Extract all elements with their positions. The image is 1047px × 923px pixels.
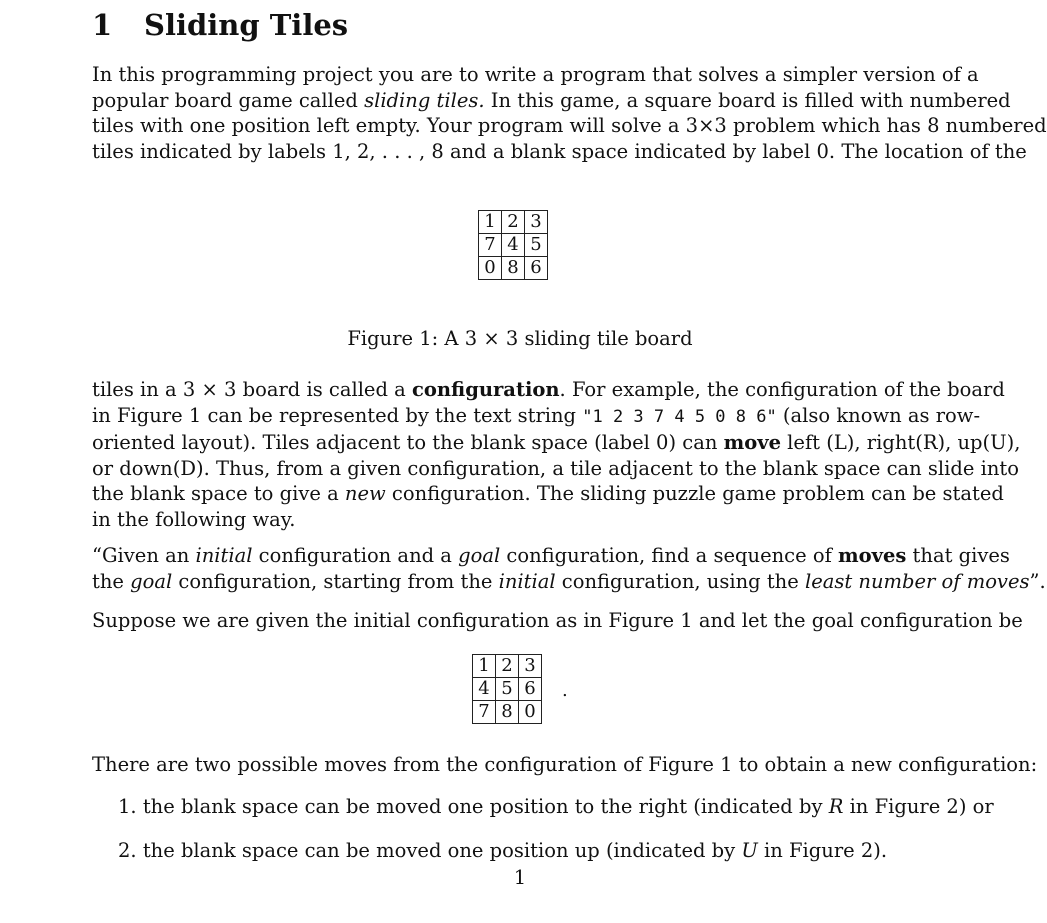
intro-line: tiles with one position left empty. Your program will solve a 3×3 problem which has 8 numbered [92,114,1047,137]
suppose-paragraph [92,608,1023,634]
goal-board-period: . [562,680,568,701]
tile: 6 [519,678,542,701]
tile: 6 [525,257,548,280]
tile: 3 [519,655,542,678]
figure1-caption: Figure 1: A 3 × 3 sliding tile board [347,327,693,350]
tile: 4 [473,678,496,701]
config-line: in the following way. [92,507,296,531]
tile: 5 [525,234,548,257]
tile: 3 [525,211,548,234]
list-item: 1. the blank space can be moved one position to the right (indicated by R in Figure 2) or [118,795,994,818]
tile: 5 [496,678,519,701]
tile: 2 [502,211,525,234]
section-title: Sliding Tiles [144,8,349,42]
tile: 2 [496,655,519,678]
config-line: or down(D). Thus, from a given configuration, a tile adjacent to the blank space can slide into [92,456,1020,480]
intro-line: In this programming project you are to write a program that solves a simpler version of a [92,63,979,86]
section-heading [92,8,348,42]
page-number: 1 [513,866,527,889]
config-line: the blank space to give a new configuration. The sliding puzzle game problem can be stated [92,482,1004,505]
config-line: oriented layout). Tiles adjacent to the blank space (label 0) can move left (L), right(R), up(U), [92,431,1021,454]
intro-line: popular board game called sliding tiles. In this game, a square board is filled with numbered [92,88,1011,112]
intro-paragraph [92,62,1047,164]
tile: 0 [519,701,542,724]
quote-paragraph [92,543,1046,594]
tile: 1 [479,211,502,234]
section-number: 1 [92,8,113,42]
configuration-paragraph [92,377,1021,532]
list-item: 2. the blank space can be moved one position up (indicated by U in Figure 2). [118,839,888,862]
two-moves-line: There are two possible moves from the configuration of Figure 1 to obtain a new configuration: [92,753,1038,776]
tile: 7 [479,234,502,257]
intro-line: tiles indicated by labels 1, 2, . . . , 8 and a blank space indicated by label 0. The location of the [92,139,1027,163]
tile: 4 [502,234,525,257]
tile: 7 [473,701,496,724]
goal-board [472,654,542,724]
config-line: tiles in a 3 × 3 board is called a configuration. For example, the configuration of the board [92,378,1005,401]
suppose-line: Suppose we are given the initial configuration as in Figure 1 and let the goal configuration be [92,609,1023,632]
figure1-board [478,210,548,280]
tile: 8 [496,701,519,724]
quote-line: the goal configuration, starting from the initial configuration, using the least number of moves”. [92,569,1046,593]
tile: 1 [473,655,496,678]
tile: 0 [479,257,502,280]
two-moves-paragraph [92,752,1038,778]
config-line: in Figure 1 can be represented by the text string "1 2 3 7 4 5 0 8 6" (also known as row- [92,403,981,427]
tile: 8 [502,257,525,280]
quote-line: “Given an initial configuration and a goal configuration, find a sequence of moves that gives [92,544,1010,567]
